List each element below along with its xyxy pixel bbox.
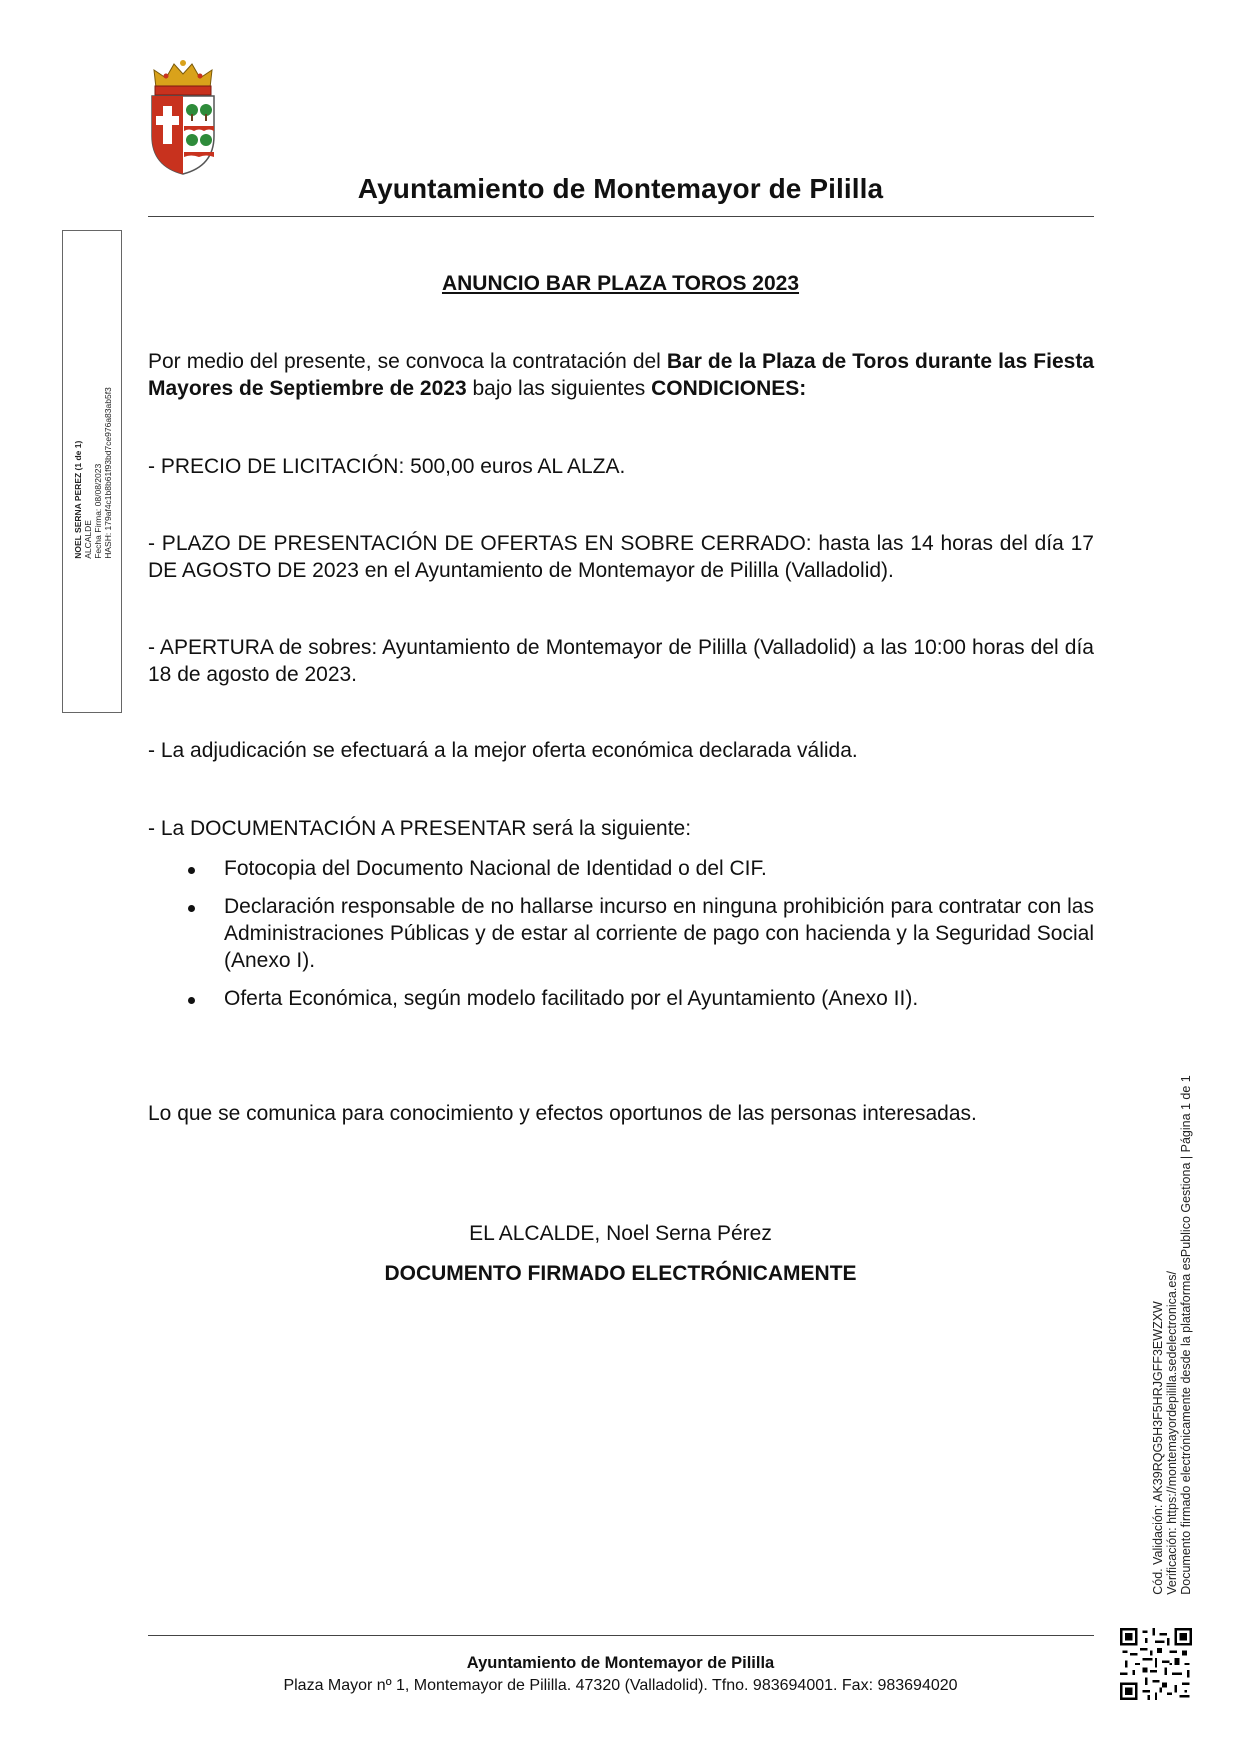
list-item (148, 985, 1094, 1012)
list-item (148, 893, 1094, 974)
price-condition: - PRECIO DE LICITACIÓN: 500,00 euros AL ALZA. (148, 455, 626, 478)
qr-code-icon (1120, 1628, 1192, 1700)
page-title: Ayuntamiento de Montemayor de Pililla (357, 173, 884, 204)
signed-note: DOCUMENTO FIRMADO ELECTRÓNICAMENTE (384, 1262, 857, 1285)
bullet-icon (188, 867, 195, 874)
documentation-list (148, 855, 1094, 1023)
bullet-icon (188, 905, 195, 912)
header-divider (148, 216, 1094, 217)
intro-text-2: bajo las siguientes (466, 377, 652, 400)
footer-address: Plaza Mayor nº 1, Montemayor de Pililla. 47320 (Valladolid). Tfno. 983694001. Fax: 983694020 (283, 1677, 958, 1694)
intro-paragraph (148, 348, 1094, 402)
list-item-text: Declaración responsable de no hallarse incurso en ninguna prohibición para contratar con las Administraciones Públicas y de estar al corriente de pago con hacienda y la Seguridad Social (Anexo I). (224, 895, 1094, 972)
stamp-role: ALCALDE (83, 520, 93, 559)
footer-divider (148, 1635, 1094, 1636)
list-item-text: Fotocopia del Documento Nacional de Identidad o del CIF. (224, 857, 767, 880)
footer-organization: Ayuntamiento de Montemayor de Pililla (466, 1654, 775, 1672)
intro-bold-2: CONDICIONES: (651, 377, 807, 400)
stamp-hash: HASH: 179af4c1b8b61f93bd7ce976a83ab5f3 (103, 387, 113, 559)
signer-line: EL ALCALDE, Noel Serna Pérez (469, 1222, 772, 1245)
documentation-intro: - La DOCUMENTACIÓN A PRESENTAR será la siguiente: (148, 817, 692, 840)
verification-url: Verificación: https://montemayordepililla.sedelectronica.es/ (1165, 1270, 1179, 1595)
municipal-coat-of-arms-icon (148, 58, 218, 176)
stamp-signer: NOEL SERNA PEREZ (1 de 1) (73, 440, 83, 559)
validation-code: Cód. Validación: AK39RQG5H3F5HRJGFF3EWZXW (1151, 1301, 1165, 1595)
award-condition: - La adjudicación se efectuará a la mejor oferta económica declarada válida. (148, 739, 858, 762)
verification-block (1151, 1075, 1193, 1595)
opening-condition: - APERTURA de sobres: Ayuntamiento de Montemayor de Pililla (Valladolid) a las 10:00 horas del día 18 de agosto de 2023. (148, 636, 1094, 686)
closing-statement: Lo que se comunica para conocimiento y efectos oportunos de las personas interesadas. (148, 1102, 977, 1125)
signature-stamp (62, 230, 122, 713)
deadline-condition: - PLAZO DE PRESENTACIÓN DE OFERTAS EN SOBRE CERRADO: hasta las 14 horas del día 17 DE AGOSTO DE 2023 en el Ayuntamiento de Montemayor de Pililla (Valladolid). (148, 532, 1094, 582)
document-heading: ANUNCIO BAR PLAZA TOROS 2023 (441, 272, 800, 295)
bullet-icon (188, 997, 195, 1004)
stamp-date: Fecha Firma: 08/08/2023 (93, 463, 103, 559)
platform-note: Documento firmado electrónicamente desde la plataforma esPublico Gestiona | Página 1 de 1 (1179, 1075, 1193, 1595)
intro-bold-1: Bar de la Plaza de Toros durante las Fiesta Mayores de Septiembre de 2023 (148, 350, 1095, 400)
list-item (148, 855, 1094, 882)
list-item-text: Oferta Económica, según modelo facilitado por el Ayuntamiento (Anexo II). (224, 987, 919, 1010)
intro-text-1: Por medio del presente, se convoca la contratación del (148, 350, 667, 373)
